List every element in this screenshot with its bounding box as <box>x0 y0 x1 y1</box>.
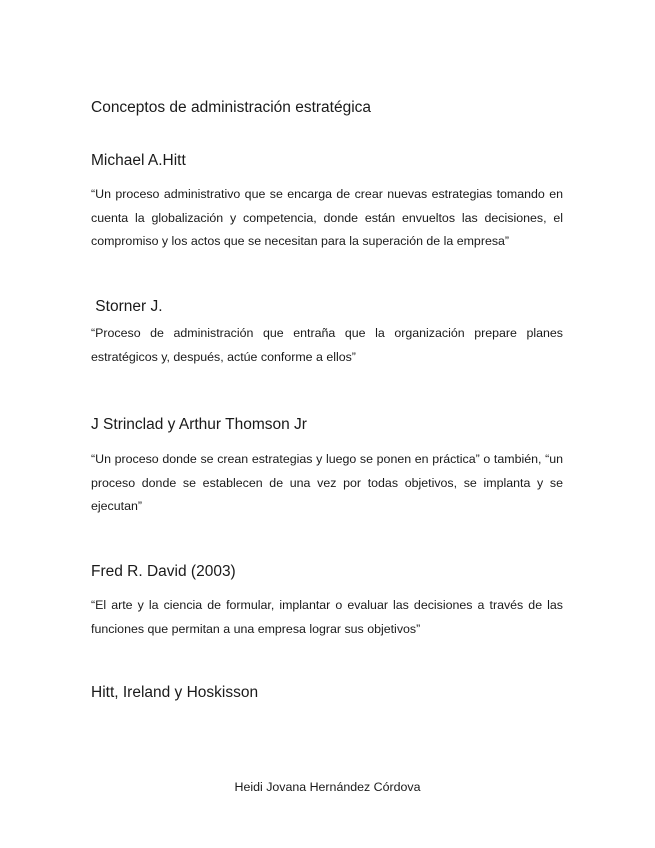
section-author-strinclad-thomson: J Strinclad y Arthur Thomson Jr <box>91 416 307 433</box>
section-author-storner: Storner J. <box>91 298 163 315</box>
section-quote-strinclad-thomson: “Un proceso donde se crean estrategias y luego se ponen en práctica” o también, “un proceso donde se establecen de una vez por todas objetivos, se implanta y se ejecutan” <box>91 452 563 513</box>
page-footer: Heidi Jovana Hernández Córdova <box>234 780 421 794</box>
section-author-hitt-ireland-hoskisson: Hitt, Ireland y Hoskisson <box>91 684 259 701</box>
section-quote-hitt: “Un proceso administrativo que se encarga de crear nuevas estrategias tomando en cuenta la globalización y competencia, donde están envueltos las decisiones, el compromiso y los actos que se necesitan para la superación de la empresa” <box>91 187 563 248</box>
section-author-fred-david: Fred R. David (2003) <box>91 563 236 580</box>
section-author-hitt: Michael A.Hitt <box>91 152 186 169</box>
document-title: Conceptos de administración estratégica <box>91 99 372 116</box>
section-quote-storner: “Proceso de administración que entraña que la organización prepare planes estratégicos y, después, actúe conforme a ellos” <box>91 326 563 364</box>
section-quote-fred-david: “El arte y la ciencia de formular, implantar o evaluar las decisiones a través de las funciones que permitan a una empresa lograr sus objetivos” <box>91 598 563 636</box>
